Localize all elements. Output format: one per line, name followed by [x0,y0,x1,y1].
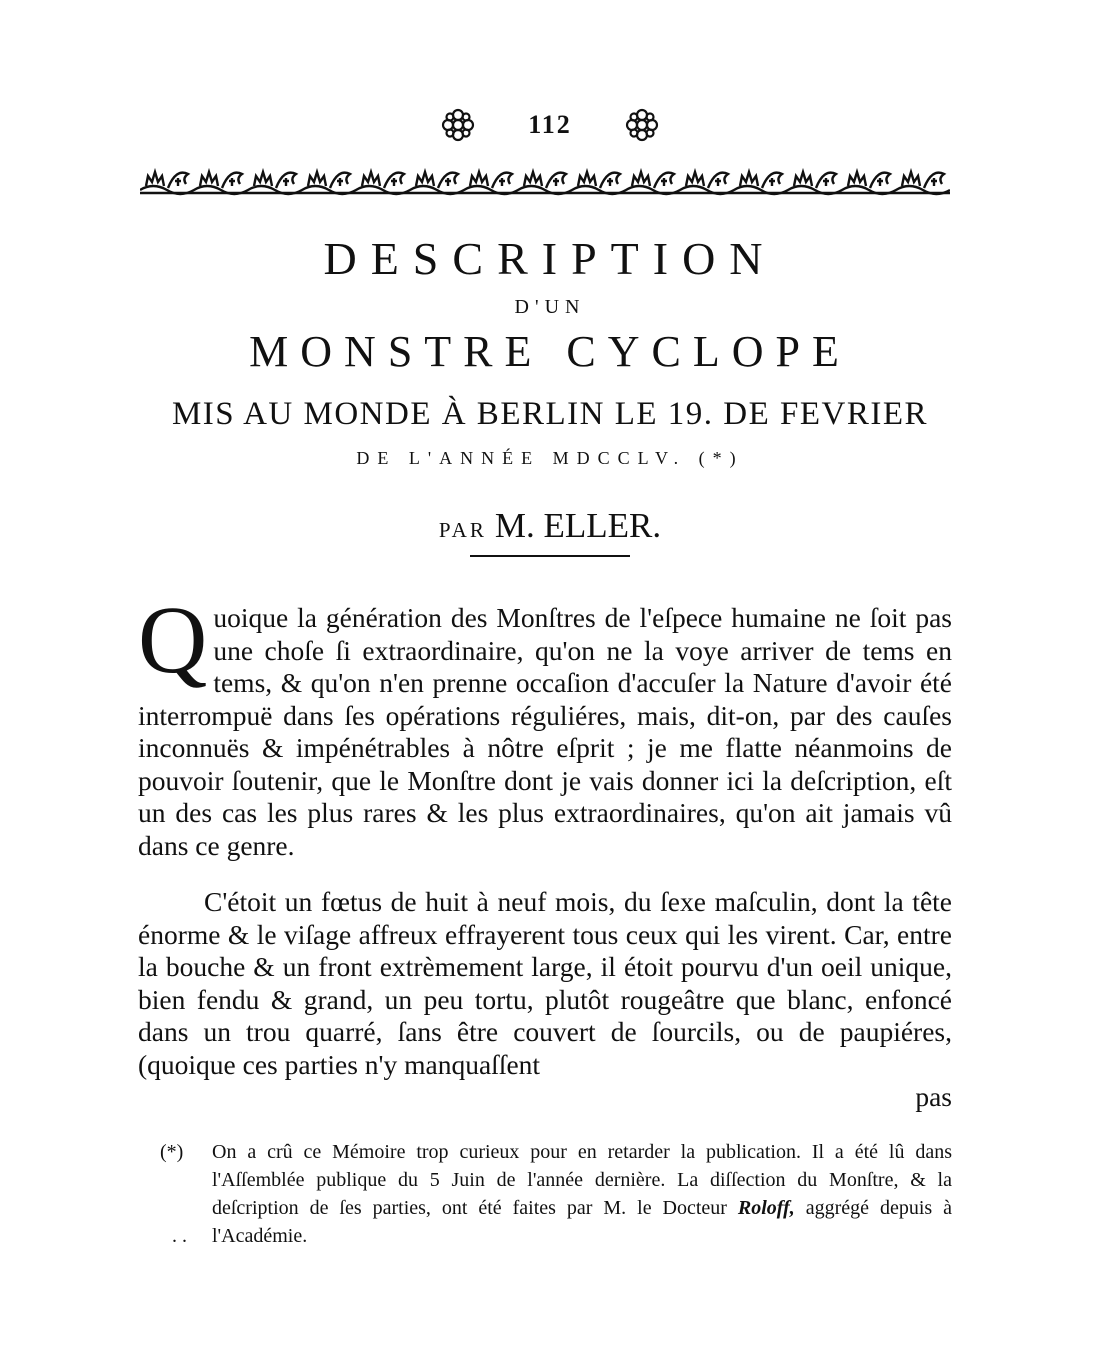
catchword: pas [915,1081,952,1112]
footnote [160,1138,952,1250]
page-header [0,108,1100,142]
paragraph-1 [138,586,952,862]
footnote-marker: (*) [160,1141,184,1163]
fleuron-left-icon [440,108,476,142]
paragraph-2: C'étoit un fœtus de huit à neuf mois, du ſexe maſculin, dont la tête énorme & le viſage affreux effrayerent tous ceux qui les virent. Car, entre la bouche & un front extrèmement large, il étoit pourvu d'un oeil unique, bien fendu & grand, un peu tortu, plutôt rougeâtre que blanc, enfoncé dans un trou quarré, ſans être couvert de ſourcils, ou de paupiéres, (quoique ces parties n'y manquaſſent [138,886,952,1080]
fleuron-right-icon [624,108,660,142]
ornamental-border-icon [140,160,950,196]
title-date: DE L'ANNÉE MDCCLV. (*) [356,448,744,468]
byline [0,506,1100,546]
footnote-text: On a crû ce Mémoire trop curieux pour en retarder la publication. Il a été lû dans l'Aſſemblée publique du 5 Juin de l'année dernière. La diſſection du Monſtre, & la deſcription de ſes parties, ont été faites par M. le Docteur [212,1141,952,1219]
ornament-motif [140,172,950,194]
title-d-un: D'UN [514,296,586,318]
byline-author: M. ELLER. [494,506,662,545]
paragraph-1-text: uoique la génération des Monſtres de l'eſpece humaine ne ſoit pas une choſe ſi extraordinaire, qu'on ne la voye arriver de tems en tems, & qu'on n'en prenne occaſion d'accuſer la Nature d'avoir été interrompuë dans ſes opérations réguliéres, mais, dit-on, par des cauſes inconnuës & impénétrables à nôtre eſprit ; je me flatte néanmoins de pouvoir ſoutenir, que le Monſtre dont je vais donner ici la deſcription, eſt un des cas les plus rares & les plus extraordinaires, qu'on ait jamais vû dans ce genre. [138,602,952,861]
drop-cap: Q [138,586,208,693]
title-subtitle: MIS AU MONDE À BERLIN LE 19. DE FEVRIER [171,396,929,432]
page-number: 112 [528,110,572,139]
title-monstre-cyclope: MONSTRE CYCLOPE [249,327,851,376]
byline-prefix: PAR [438,518,487,542]
footnote-text-end: aggrégé depuis à l'Académie. [212,1197,953,1247]
body-text [138,586,952,1114]
footnote-name: Roloff, [737,1197,795,1219]
title-rule [470,555,630,557]
footnote-dots: . . [172,1225,187,1247]
footnote-body [212,1138,952,1250]
title-description: DESCRIPTION [323,233,777,284]
